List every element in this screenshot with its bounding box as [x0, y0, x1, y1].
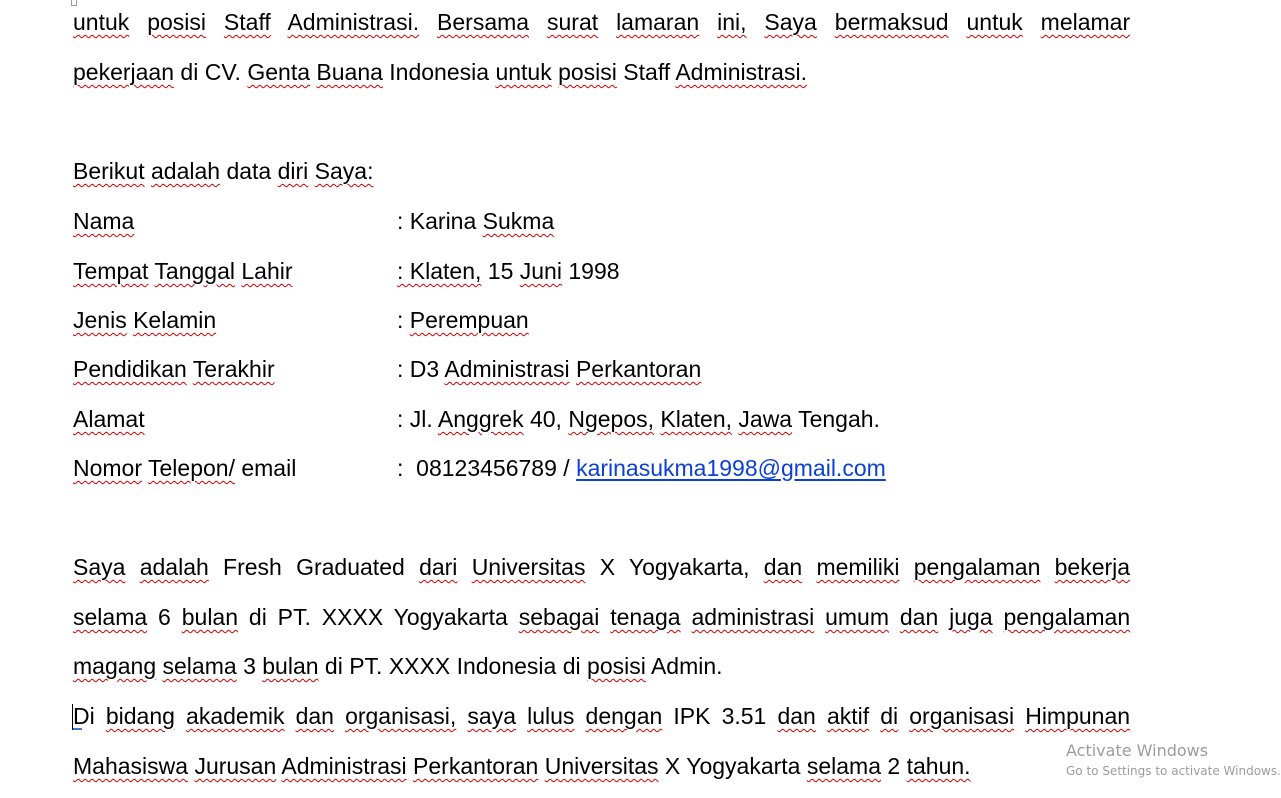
word: adalah: [139, 554, 209, 580]
word: Administrasi: [281, 753, 407, 779]
word: organisasi: [909, 703, 1015, 729]
word: 3: [243, 653, 256, 679]
word: di: [880, 703, 899, 729]
word: bekerja: [1054, 554, 1131, 580]
word: 15: [487, 258, 514, 284]
word: aktif: [826, 703, 870, 729]
word: Fresh Graduated: [223, 554, 405, 580]
word: Universitas: [471, 554, 586, 580]
word: diri: [277, 158, 309, 184]
word: Staff: [223, 9, 271, 35]
word: Perkantoran: [575, 356, 702, 382]
word: lulus: [527, 703, 575, 729]
phone-text: : 08123456789 /: [397, 455, 577, 481]
word: selama: [806, 753, 882, 779]
word: Bersama: [437, 9, 530, 35]
word: Tengah.: [798, 406, 880, 432]
word: Di: [73, 703, 95, 729]
word: Terakhir: [192, 356, 275, 382]
word: Administrasi.: [287, 9, 420, 35]
word: untuk: [73, 9, 130, 35]
word: Himpunan: [1025, 703, 1131, 729]
word: dan: [777, 703, 816, 729]
word: pengalaman: [913, 554, 1041, 580]
word: ini,: [717, 9, 747, 35]
word: Staff: [623, 59, 671, 85]
word: X Yogyakarta: [664, 753, 801, 779]
word: bermaksud: [834, 9, 949, 35]
word: Mahasiswa: [73, 753, 189, 779]
word: Berikut: [73, 158, 145, 184]
word: bulan: [181, 604, 239, 630]
field-value: [397, 305, 529, 335]
word: Jenis: [73, 307, 127, 333]
word: Administrasi.: [675, 59, 807, 85]
word: organisasi,: [345, 703, 457, 729]
word: di PT. XXXX Yogyakarta: [248, 604, 508, 630]
word: adalah: [150, 158, 221, 184]
word: Nama: [73, 208, 135, 234]
word: Saya: [73, 554, 126, 580]
word: X Yogyakarta,: [599, 554, 750, 580]
field-value: [397, 206, 554, 236]
word: Universitas: [544, 753, 659, 779]
field-label: [73, 404, 145, 434]
word: untuk: [966, 9, 1023, 35]
para2-line1: [73, 552, 1130, 582]
word: 40,: [529, 406, 562, 432]
word: dengan: [585, 703, 663, 729]
field-value: [397, 404, 880, 434]
word: : Jl.: [397, 406, 433, 432]
word: Alamat: [73, 406, 145, 432]
word: Indonesia: [389, 59, 490, 85]
word: di CV.: [180, 59, 241, 85]
word: bidang: [105, 703, 175, 729]
word: di PT. XXXX Indonesia di: [324, 653, 581, 679]
word: Saya: [764, 9, 817, 35]
word: pengalaman: [1003, 604, 1131, 630]
word: Genta: [247, 59, 310, 85]
para1-line2: [73, 57, 807, 87]
word: tenaga: [610, 604, 681, 630]
word: saya: [467, 703, 516, 729]
word: juga: [949, 604, 993, 630]
word: 2: [887, 753, 901, 779]
word: selama: [162, 653, 237, 679]
word: pekerjaan: [73, 59, 175, 85]
word: 6: [158, 604, 171, 630]
para2-line3: [73, 651, 723, 681]
word: posisi: [558, 59, 617, 85]
word: surat: [547, 9, 599, 35]
word: Pendidikan: [73, 356, 187, 382]
word: : D3: [397, 356, 440, 382]
watermark-subtitle: Go to Settings to activate Windows.: [1066, 764, 1281, 778]
word: data: [226, 158, 272, 184]
word: posisi: [147, 9, 206, 35]
watermark-title: Activate Windows: [1066, 741, 1209, 760]
field-label: [73, 453, 296, 483]
field-value: [397, 256, 620, 286]
activate-windows-watermark: [1066, 741, 1281, 779]
word: Tanggal: [154, 258, 235, 284]
field-label: [73, 305, 216, 335]
word: 1998: [568, 258, 620, 284]
word: Saya:: [314, 158, 374, 184]
word: memiliki: [816, 554, 900, 580]
word: sebagai: [518, 604, 600, 630]
word: Jawa: [738, 406, 793, 432]
word: tahun.: [906, 753, 971, 779]
field-value: [397, 453, 886, 483]
word: akademik: [186, 703, 285, 729]
word: Jurusan: [194, 753, 277, 779]
field-value: [397, 354, 701, 384]
word: administrasi: [691, 604, 815, 630]
word: Perempuan: [409, 307, 529, 333]
word: untuk: [495, 59, 552, 85]
para2-line2: [73, 602, 1130, 632]
word: Sukma: [482, 208, 555, 234]
word: dan: [295, 703, 334, 729]
word: dan: [763, 554, 803, 580]
word: IPK 3.51: [673, 703, 767, 729]
field-label: [73, 354, 275, 384]
email-link[interactable]: karinasukma1998@gmail.com: [576, 455, 886, 481]
word: Anggrek: [437, 406, 524, 432]
word: magang: [73, 653, 157, 679]
word: posisi: [587, 653, 646, 679]
word: dari: [419, 554, 458, 580]
word: dan: [899, 604, 939, 630]
word: bulan: [262, 653, 319, 679]
word: lamaran: [616, 9, 700, 35]
para3-line2: [73, 751, 971, 781]
field-label: [73, 206, 134, 236]
word: Perkantoran: [413, 753, 539, 779]
word: Admin.: [650, 653, 723, 679]
para1-line1: [73, 7, 1130, 37]
word: : Klaten,: [397, 258, 482, 284]
word: Tempat: [73, 258, 149, 284]
page-corner-mark: [71, 0, 77, 6]
word: Juni: [519, 258, 562, 284]
word: Lahir: [241, 258, 293, 284]
word: selama: [73, 604, 148, 630]
word: : Karina: [397, 208, 477, 234]
word: :: [397, 307, 404, 333]
word: melamar: [1040, 9, 1131, 35]
word: umum: [825, 604, 889, 630]
word: Nomor: [73, 455, 143, 481]
field-label: [73, 256, 293, 286]
word: Kelamin: [133, 307, 217, 333]
word: Administrasi: [444, 356, 570, 382]
word: Klaten,: [660, 406, 733, 432]
word: email: [241, 455, 297, 481]
para3-line1: [73, 701, 1130, 731]
word: Buana: [316, 59, 383, 85]
word: Ngepos,: [568, 406, 655, 432]
word: Telepon/: [148, 455, 235, 481]
intro-line: [73, 156, 374, 186]
